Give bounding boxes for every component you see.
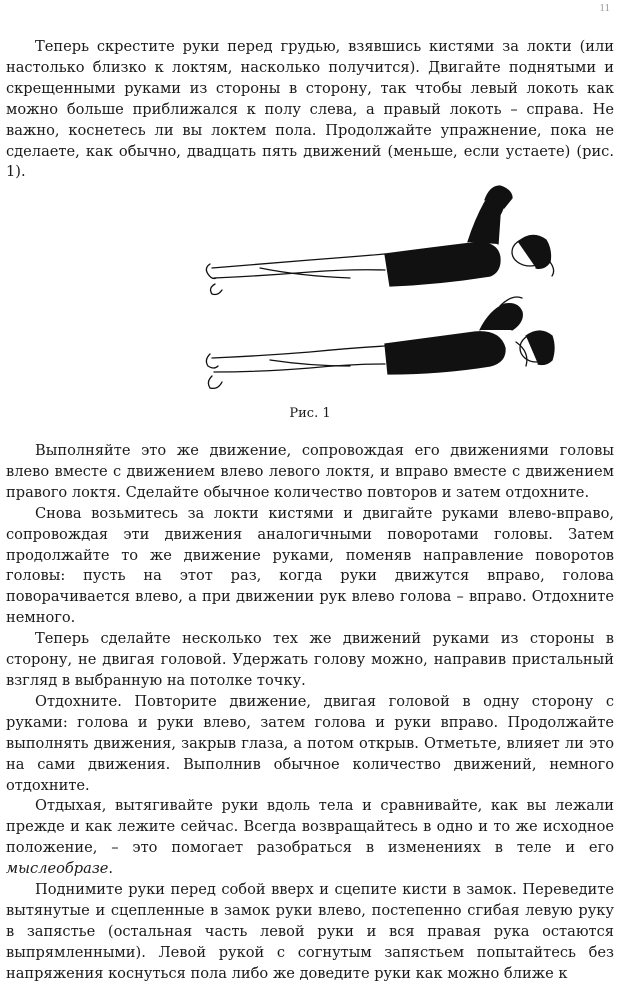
- text-block-top: [6, 37, 614, 183]
- figure-caption: Рис. 1: [289, 406, 331, 421]
- text-block-bottom: [6, 441, 614, 985]
- paragraph: Теперь сделайте несколько тех же движений руками из стороны в сторону, не двигая головой. Удержать голову можно, направив пристальный взгляд в выбранную на потолке точку.: [6, 630, 614, 689]
- paragraph: Выполняйте это же движение, сопровождая его движениями головы влево вместе с движением влево левого локтя, и вправо вместе с движением правого локтя. Сделайте обычное количество повторов и затем отдохните.: [6, 442, 614, 501]
- italic-term: мыслеобразе: [6, 860, 109, 878]
- paragraph-text: Отдыхая, вытягивайте руки вдоль тела и сравнивайте, как вы лежали прежде и как лежите сейчас. Всегда возвращайтесь в одно и то же исходное положение, – это помогает разобраться в изменениях в теле и его: [6, 797, 614, 857]
- paragraph-text-end: .: [108, 860, 114, 878]
- paragraph: Поднимите руки перед собой вверх и сцепите кисти в замок. Переведите вытянутые и сцепленные в замок руки влево, постепенно сгибая левую руку в запястье (остальная часть левой руки и вся правая рука остаются выпрямленными). Левой рукой с согнутым запястьем попытайтесь без напряжения коснуться пола либо же доведите руки как можно ближе к: [6, 881, 614, 982]
- page-number: 11: [599, 2, 610, 14]
- paragraph: Снова возьмитесь за локти кистями и двигайте руками влево-вправо, сопровождая эти движения аналогичными поворотами головы. Затем продолжайте то же движение руками, поменяв направление поворотов головы: пусть на этот раз, когда руки движутся вправо, голова поворачивается влево, а при движении рук влево голова – вправо. Отдохните немного.: [6, 504, 614, 627]
- figure-person-top: [206, 186, 553, 295]
- paragraph-with-italic: [6, 796, 614, 880]
- figure-person-bottom: [206, 297, 554, 388]
- paragraph: Отдохните. Повторите движение, двигая головой в одну сторону с руками: голова и руки влево, затем голова и руки вправо. Продолжайте выполнять движения, закрыв глаза, а потом открыв. Отметьте, влияет ли это на сами движения. Выполнив обычное количество движений, немного отдохните.: [6, 692, 614, 794]
- figure-exercise-illustration: [200, 180, 580, 400]
- paragraph: Теперь скрестите руки перед грудью, взявшись кистями за локти (или настолько близко к локтям, насколько получится). Двигайте поднятыми и скрещенными руками из стороны в сторону, так чтобы левый локоть как можно больше приближался к полу слева, а правый локоть – справа. Не важно, коснетесь ли вы локтем пола. Продолжайте упражнение, пока не сделаете, как обычно, двадцать пять движений (меньше, если устаете) (рис. 1).: [6, 38, 614, 181]
